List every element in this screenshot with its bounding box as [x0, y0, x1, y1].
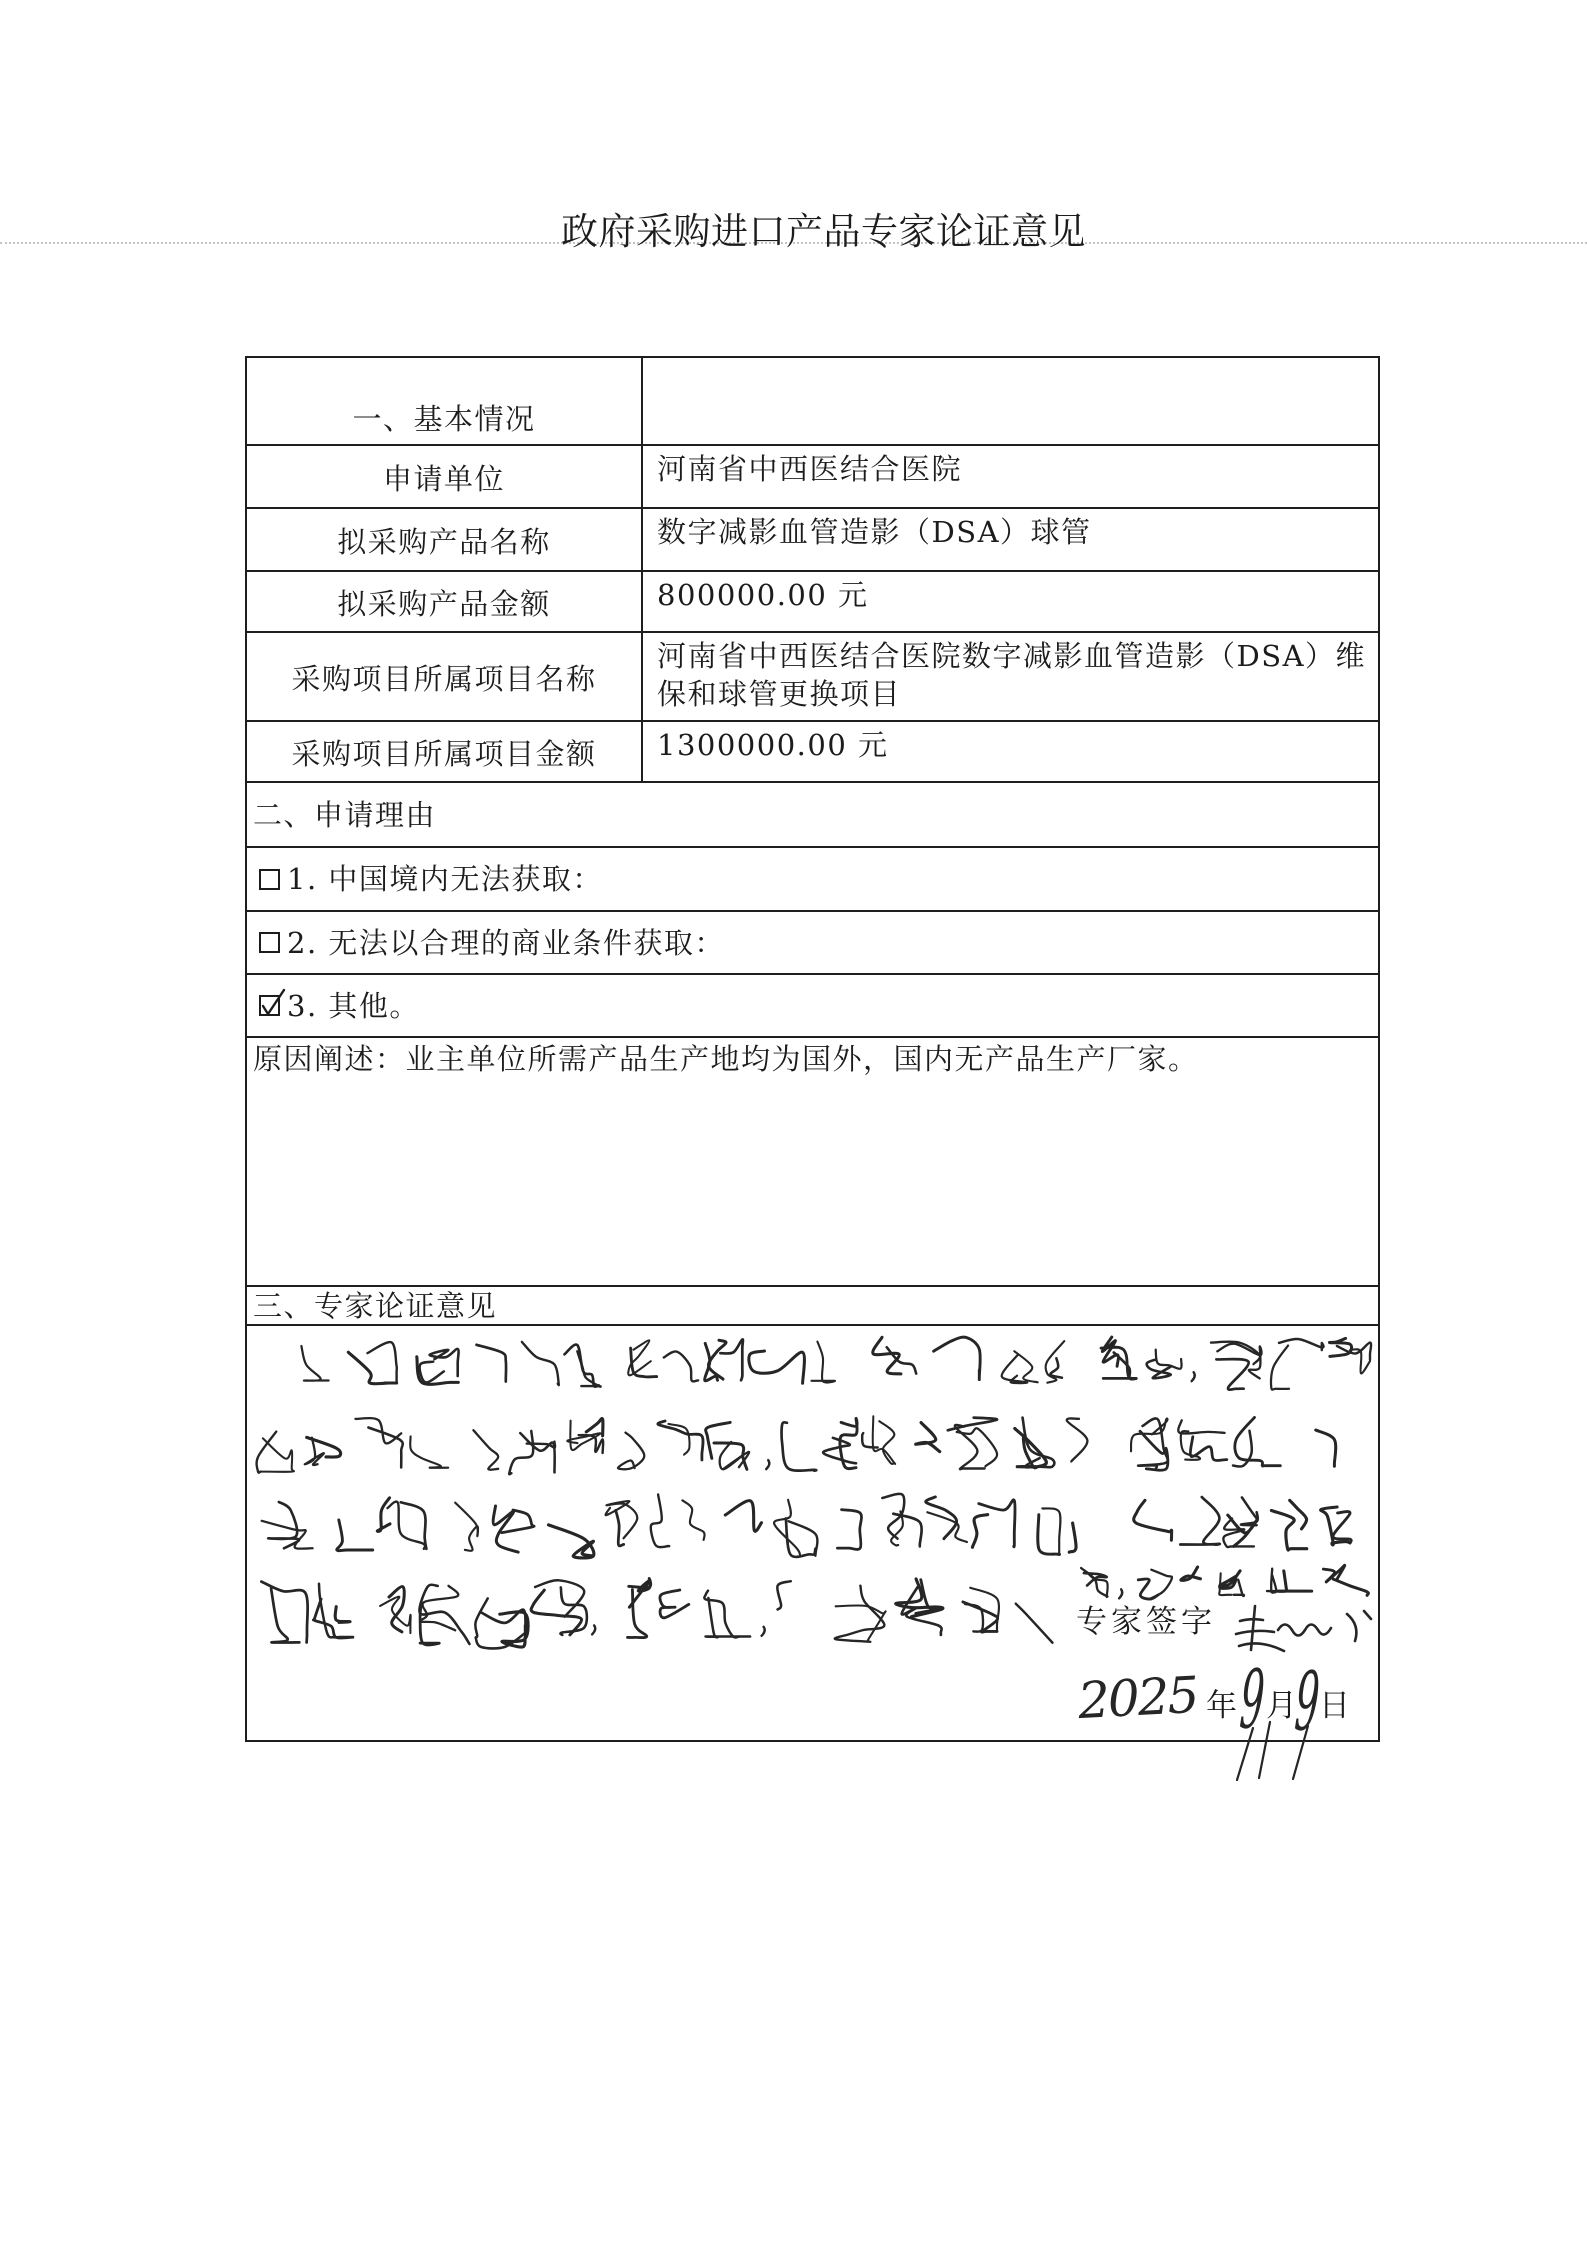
basic-info-heading-row	[247, 358, 1378, 446]
date-month-unit: 月	[1266, 1688, 1297, 1724]
handwritten-date-month: 9	[1237, 1653, 1268, 1748]
date-day-unit: 日	[1319, 1688, 1350, 1724]
project-name-value: 河南省中西医结合医院数字减影血管造影（DSA）维保和球管更换项目	[657, 639, 1367, 711]
checkbox-icon	[259, 932, 280, 953]
applicant-row	[247, 446, 1378, 509]
argumentation-form-table	[245, 356, 1380, 1750]
reason-explanation-row	[247, 1038, 1378, 1287]
reason-explanation: 原因阐述：业主单位所需产品生产地均为国外，国内无产品生产厂家。	[253, 1042, 1199, 1076]
document-title: 政府采购进口产品专家论证意见	[561, 210, 1086, 253]
product-amount-label: 拟采购产品金额	[247, 572, 643, 631]
product-name-row	[247, 509, 1378, 572]
reasons-heading: 二、申请理由	[253, 797, 437, 832]
expert-signature-label: 专家签字	[1076, 1604, 1216, 1640]
date-year-unit: 年	[1206, 1688, 1237, 1724]
product-amount-value: 800000.00 元	[657, 578, 869, 612]
option-label-2: 2. 无法以合理的商业条件获取：	[287, 925, 725, 960]
checkmark-icon	[259, 995, 280, 1016]
checkbox-icon	[259, 869, 280, 890]
option-row-2	[247, 912, 1378, 975]
project-amount-value: 1300000.00 元	[657, 728, 889, 762]
option-label-3: 3. 其他。	[287, 988, 420, 1023]
expert-opinion-box	[247, 1326, 1378, 1748]
option-cell-2	[247, 912, 1378, 973]
option-row-3	[247, 975, 1378, 1038]
expert-opinion-heading-row	[247, 1287, 1378, 1326]
project-name-row	[247, 633, 1378, 722]
project-amount-row	[247, 722, 1378, 783]
reasons-heading-row	[247, 783, 1378, 848]
product-name-label: 拟采购产品名称	[247, 509, 643, 570]
basic-info-heading: 一、基本情况	[247, 358, 643, 444]
handwritten-date-year: 2025	[1076, 1665, 1199, 1731]
expert-opinion-heading: 三、专家论证意见	[253, 1288, 498, 1323]
project-name-label: 采购项目所属项目名称	[247, 633, 643, 720]
applicant-label: 申请单位	[247, 446, 643, 507]
project-amount-label: 采购项目所属项目金额	[247, 722, 643, 781]
applicant-value: 河南省中西医结合医院	[657, 452, 963, 486]
basic-info-blank-cell	[643, 358, 1378, 444]
option-row-1	[247, 848, 1378, 912]
option-cell-1	[247, 848, 1378, 910]
product-amount-row	[247, 572, 1378, 633]
option-cell-3	[247, 975, 1378, 1036]
product-name-value: 数字减影血管造影（DSA）球管	[657, 515, 1092, 549]
handwritten-date-day: 9	[1292, 1655, 1323, 1750]
checkbox-icon	[259, 995, 280, 1016]
option-label-1: 1. 中国境内无法获取：	[287, 862, 603, 896]
